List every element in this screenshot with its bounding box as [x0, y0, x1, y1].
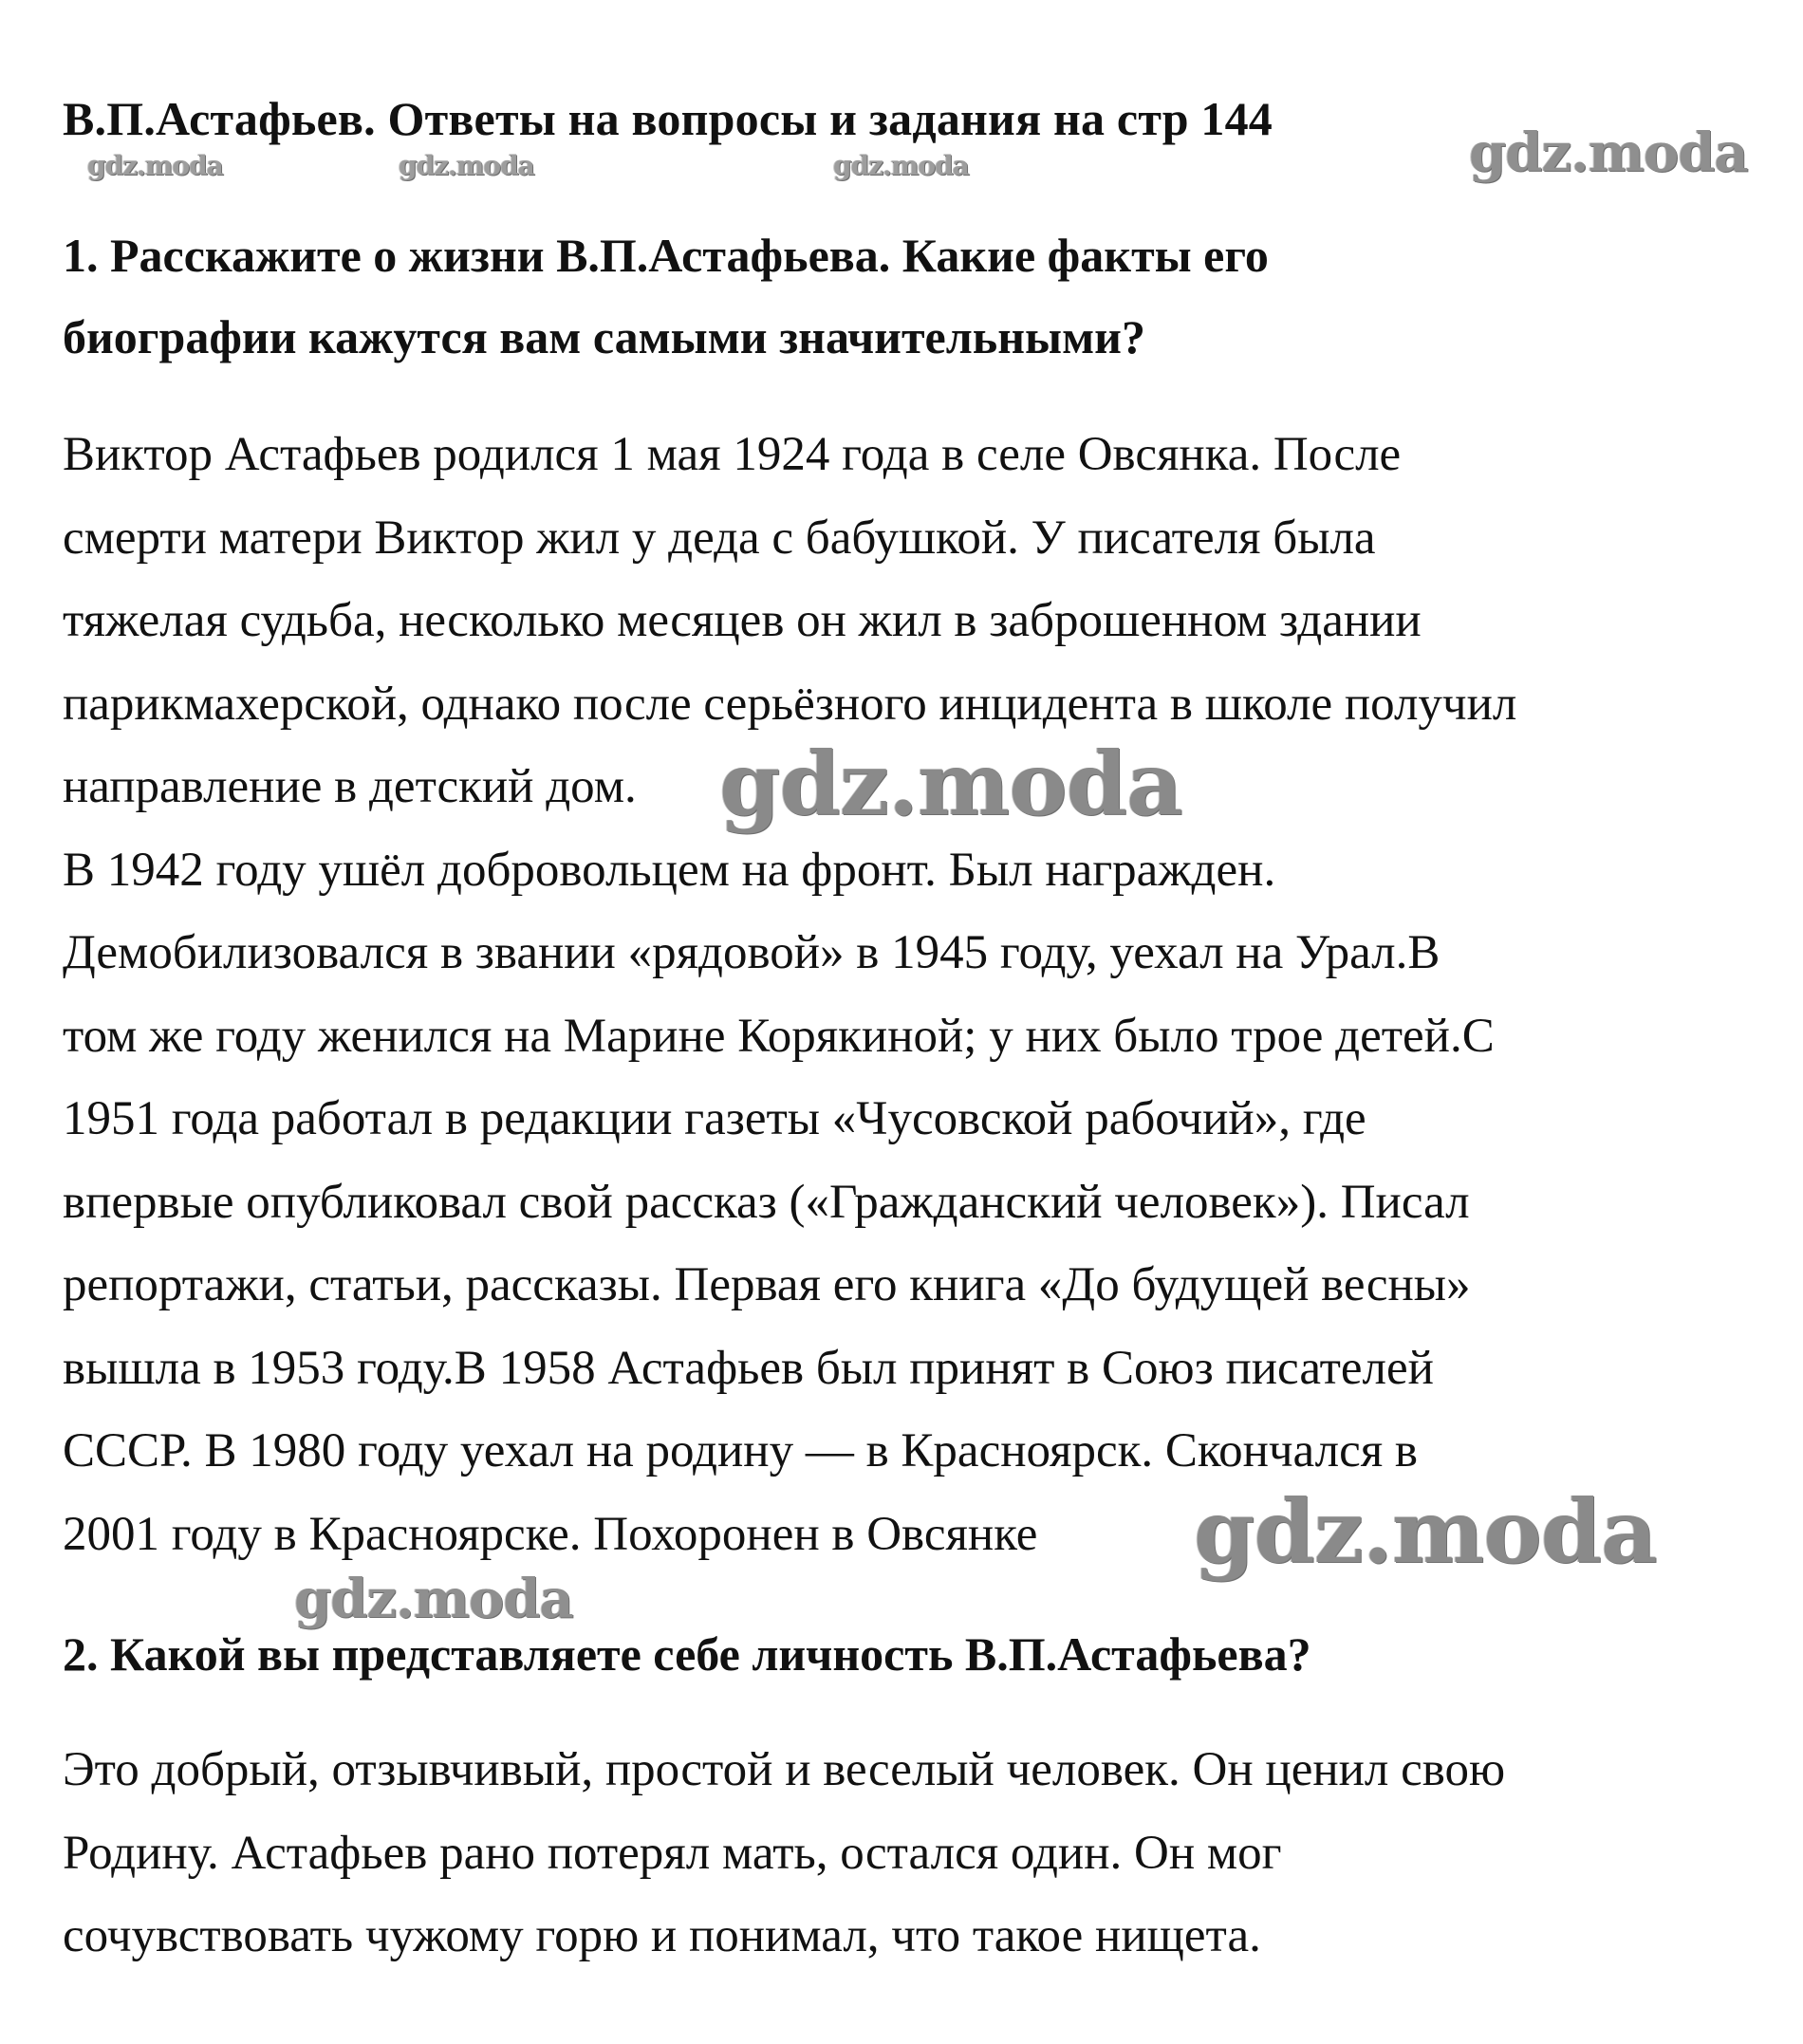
watermark-logo: gdz.moda	[1469, 121, 1748, 184]
answer-2-line: Родину. Астафьев рано потерял мать, остался один. Он мог	[63, 1826, 1282, 1880]
watermark-logo: gdz.moda	[399, 150, 534, 181]
watermark-logo: gdz.moda	[87, 150, 223, 181]
answer-1-line: Демобилизовался в звании «рядовой» в 1945 году, уехал на Урал.В	[63, 926, 1441, 979]
page-title: В.П.Астафьев. Ответы на вопросы и задания на стр 144	[63, 92, 1273, 145]
answer-1-line: СССР. В 1980 году уехал на родину — в Красноярск. Скончался в	[63, 1424, 1418, 1477]
answer-1-line: смерти матери Виктор жил у деда с бабушкой. У писателя была	[63, 511, 1376, 565]
answer-1-line: репортажи, статьи, рассказы. Первая его книга «До будущей весны»	[63, 1258, 1471, 1311]
answer-1-line: 2001 году в Красноярске. Похоронен в Овсянке	[63, 1507, 1038, 1561]
answer-1-line: том же году женился на Марине Корякиной; у них было трое детей.С	[63, 1009, 1495, 1063]
question-1	[63, 214, 1752, 378]
answer-1-line: направление в детский дом.	[63, 760, 637, 813]
watermark-logo: gdz.moda	[719, 733, 1182, 835]
answer-1-line: тяжелая судьба, несколько месяцев он жил в заброшенном здании	[63, 594, 1422, 647]
answer-2	[63, 1729, 1771, 1979]
answer-1-line: Виктор Астафьев родился 1 мая 1924 года в селе Овсянка. После	[63, 428, 1402, 481]
watermark-logo: gdz.moda	[294, 1568, 573, 1630]
answer-1-line: В 1942 году ушёл добровольцем на фронт. Был награжден.	[63, 843, 1276, 897]
answer-1-line: впервые опубликовал свой рассказ («Гражданский человек»). Писал	[63, 1175, 1470, 1229]
question-1-line: биографии кажутся вам самыми значительными?	[63, 310, 1145, 363]
answer-1	[63, 414, 1771, 1576]
question-2	[63, 1613, 1752, 1695]
answer-1-line: парикмахерской, однако после серьёзного инцидента в школе получил	[63, 677, 1517, 731]
watermark-logo: gdz.moda	[833, 150, 969, 181]
answer-2-line: сочувствовать чужому горю и понимал, что такое нищета.	[63, 1909, 1261, 1962]
question-2-line: 2. Какой вы представляете себе личность В.П.Астафьева?	[63, 1627, 1311, 1681]
answer-1-line: 1951 года работал в редакции газеты «Чусовской рабочий», где	[63, 1092, 1366, 1145]
answer-2-line: Это добрый, отзывчивый, простой и веселый человек. Он ценил свою	[63, 1743, 1506, 1796]
answer-1-line: вышла в 1953 году.В 1958 Астафьев был принят в Союз писателей	[63, 1341, 1434, 1395]
watermark-logo: gdz.moda	[1194, 1480, 1657, 1583]
question-1-line: 1. Расскажите о жизни В.П.Астафьева. Какие факты его	[63, 229, 1269, 282]
